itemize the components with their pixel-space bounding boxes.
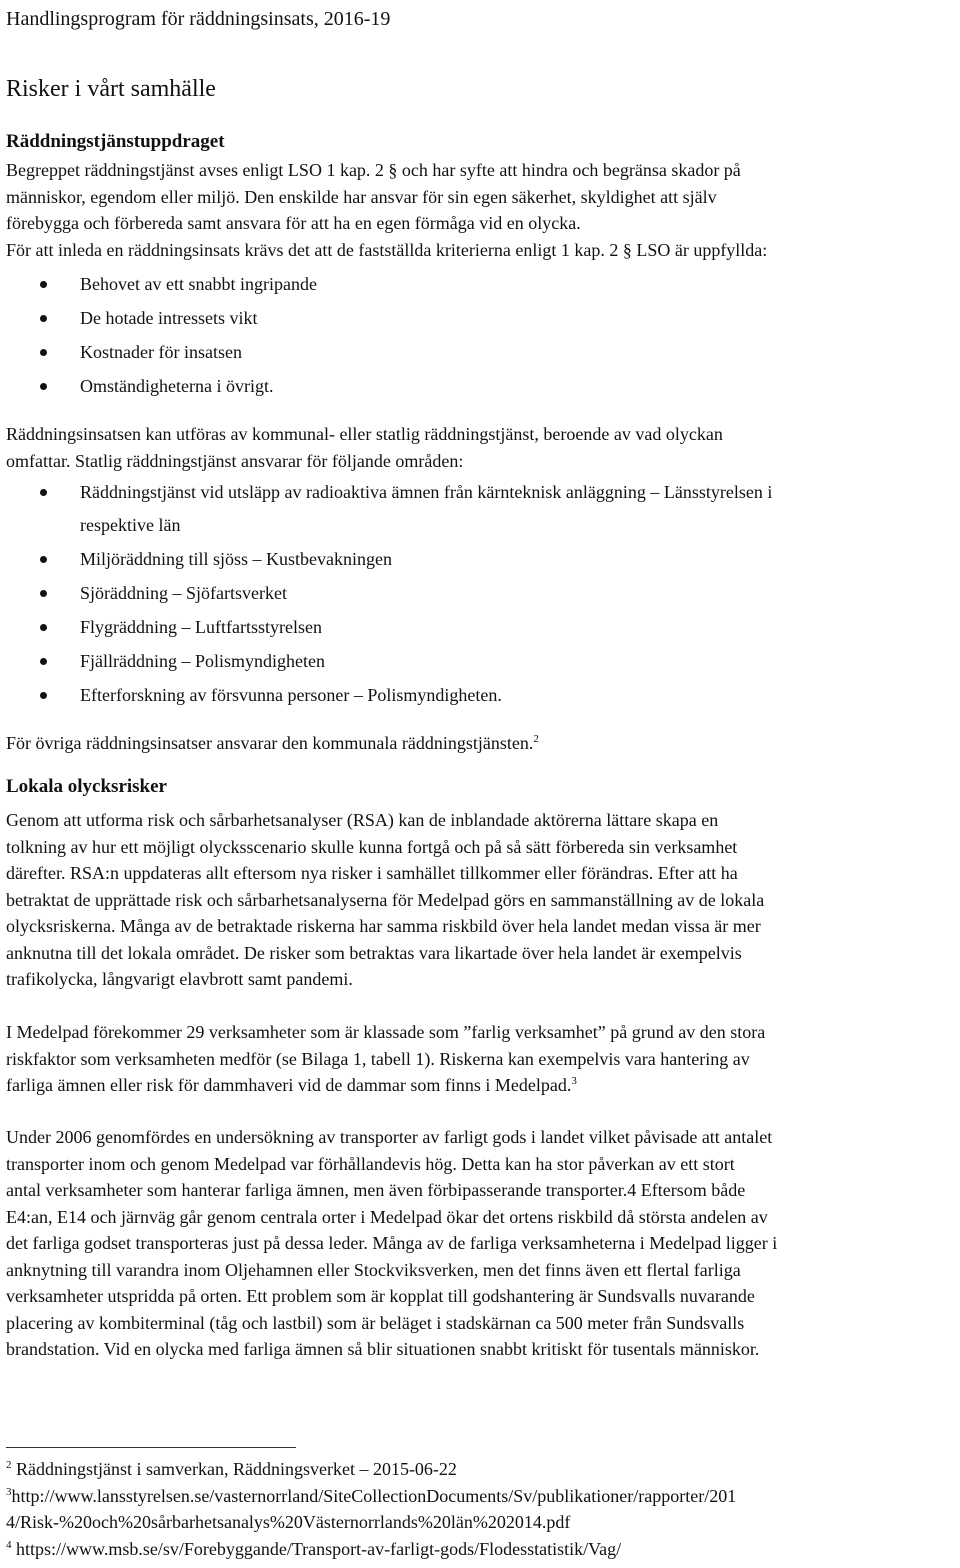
text-line: olycksriskerna. Många av de betraktade riskerna har samma riskbild över hela landet medan vissa är mer [6,916,761,936]
bullet-icon [40,692,47,699]
footnote-mark: 4 [6,1538,12,1551]
text-line: anknytning till varandra inom Oljehamnen eller Stockviksverken, men det finns även ett flertal farliga [6,1259,741,1280]
running-header: Handlingsprogram för räddningsinsats, 2016-19 [6,8,391,30]
criteria-list [0,271,960,407]
footnote-text: Räddningstjänst i samverkan, Räddningsverket – 2015-06-22 [11,1459,457,1479]
text-line-body: För övriga räddningsinsatser ansvarar den kommunala räddningstjänsten. [6,733,534,753]
text-line: trafikolycka, långvarigt elavbrott samt pandemi. [6,969,353,989]
list-item [0,648,960,682]
text-line: För att inleda en räddningsinsats krävs det att de fastställda kriterierna enligt 1 kap. 2 § LSO är uppfyllda: [6,239,768,260]
list-item-text: Sjöräddning – Sjöfartsverket [80,583,287,603]
section-title: Risker i vårt samhälle [6,76,216,102]
text-line: riskfaktor som verksamheten medför (se Bilaga 1, tabell 1). Riskerna kan exempelvis vara hantering av [6,1048,750,1069]
text-line: placering av kombiterminal (tåg och lastbil) som är beläget i stadskärnan ca 500 meter från Sundsvalls [6,1312,745,1333]
list-item [0,271,960,305]
footnote-2 [6,1456,958,1483]
bullet-icon [40,281,47,288]
list-item [0,546,960,580]
text-line [6,1072,958,1099]
paragraph-ovriga [6,730,958,757]
text-line: verksamheter utspridda på orten. Ett problem som är kopplat till godshantering är Sundsvalls nuvarande [6,1286,755,1306]
paragraph-farlig-verksamhet [6,1019,958,1099]
footnote-4 [6,1536,958,1563]
footnote-link[interactable]: http://www.lansstyrelsen.se/vasternorrland/SiteCollectionDocuments/Sv/publikationer/rapporter/201 [11,1485,737,1506]
bullet-icon [40,658,47,665]
list-item-text: Miljöräddning till sjöss – Kustbevakningen [80,549,392,569]
list-item-text: De hotade intressets vikt [80,308,258,328]
footnote-ref: 2 [533,733,539,745]
paragraph-definition [6,157,958,263]
text-line: därefter. RSA:n uppdateras allt eftersom nya risker i samhället tillkommer eller förändras. Efter att ha [6,863,738,883]
heading-raddningstjanstuppdraget: Räddningstjänstuppdraget [6,131,225,152]
bullet-icon [40,315,47,322]
text-line: det farliga godset transporteras just på dessa leder. Många av de farliga verksamheterna i Medelpad ligger i [6,1233,778,1253]
list-item-text: Räddningstjänst vid utsläpp av radioaktiva ämnen från kärnteknisk anläggning – Länsstyrelsen i [80,482,773,502]
list-item [0,614,960,648]
list-item-text: Fjällräddning – Polismyndigheten [80,651,325,671]
paragraph-rsa [6,807,958,993]
text-line: Begreppet räddningstjänst avses enligt LSO 1 kap. 2 § och har syfte att hindra och begränsa skador på [6,160,741,180]
text-line: I Medelpad förekommer 29 verksamheter som är klassade som ”farlig verksamhet” på grund av den stora [6,1022,766,1042]
list-item [0,305,960,339]
list-item [0,373,960,407]
list-item [0,580,960,614]
text-line: människor, egendom eller miljö. Den enskilde har ansvar för sin egen säkerhet, skyldighet att själv [6,186,717,207]
paragraph-insats [6,421,958,474]
bullet-icon [40,624,47,631]
list-item-text-continued: respektive län [80,514,181,535]
list-item [0,339,960,373]
text-line: Under 2006 genomfördes en undersökning av transporter av farligt gods i landet vilket påvisade att antalet [6,1127,773,1147]
list-item-text: Behovet av ett snabbt ingripande [80,274,317,294]
text-line: brandstation. Vid en olycka med farliga ämnen så blir situationen snabbt kritiskt för tusentals människor. [6,1339,760,1359]
list-item-text: Kostnader för insatsen [80,342,242,362]
footnote-link-continued[interactable]: 4/Risk-%20och%20sårbarhetsanalys%20Västernorrlands%20län%202014.pdf [6,1512,571,1532]
list-item-text: Efterforskning av försvunna personer – Polismyndigheten. [80,685,502,705]
text-line: Genom att utforma risk och sårbarhetsanalyser (RSA) kan de inblandade aktörerna lättare skapa en [6,810,719,830]
bullet-icon [40,556,47,563]
text-line: förebygga och förbereda samt ansvara för att ha en egen förmåga vid en olycka. [6,213,581,233]
footnote-3 [6,1483,958,1510]
text-line: omfattar. Statlig räddningstjänst ansvarar för följande områden: [6,450,464,471]
text-line-body: farliga ämnen eller risk för dammhaveri vid de dammar som finns i Medelpad. [6,1075,572,1095]
text-line: betraktat de upprättade risk och sårbarhetsanalyserna för Medelpad görs en sammanställning av de lokala [6,889,765,910]
text-line: anknutna till det lokala området. De risker som betraktas vara likartade över hela landet är exempelvis [6,942,742,963]
paragraph-farligt-gods [6,1124,958,1363]
footnote-mark: 3 [6,1485,12,1498]
text-line: E4:an, E14 och järnväg går genom centrala orter i Medelpad ökar det ortens riskbild då största andelen av [6,1206,768,1227]
footnote-ref: 3 [571,1075,577,1087]
heading-lokala-olycksrisker: Lokala olycksrisker [6,776,167,797]
list-item-text: Flygräddning – Luftfartsstyrelsen [80,617,322,637]
footnote-link[interactable]: https://www.msb.se/sv/Forebyggande/Transport-av-farligt-gods/Flodesstatistik/Vag/ [11,1538,622,1559]
text-line: Räddningsinsatsen kan utföras av kommunal- eller statlig räddningstjänst, beroende av vad olyckan [6,424,723,444]
text-line: tolkning av hur ett möjligt olycksscenario skulle kunna fortgå och på så sätt förbereda sin verksamhet [6,836,738,857]
bullet-icon [40,590,47,597]
text-line [6,730,958,757]
bullet-icon [40,349,47,356]
bullet-icon [40,489,47,496]
list-item [0,479,960,538]
state-areas-list [0,479,960,716]
footnotes [6,1456,958,1562]
list-item-text: Omständigheterna i övrigt. [80,376,274,396]
footnote-separator [6,1447,296,1448]
text-line: antal verksamheter som hanterar farliga ämnen, men även förbipasserande transporter.4 Eftersom både [6,1180,746,1200]
footnote-3-continued [6,1509,958,1536]
list-item [0,682,960,716]
text-line: transporter inom och genom Medelpad var förhållandevis hög. Detta kan ha stor påverkan av ett stort [6,1153,735,1174]
footnote-mark: 2 [6,1459,12,1471]
bullet-icon [40,383,47,390]
